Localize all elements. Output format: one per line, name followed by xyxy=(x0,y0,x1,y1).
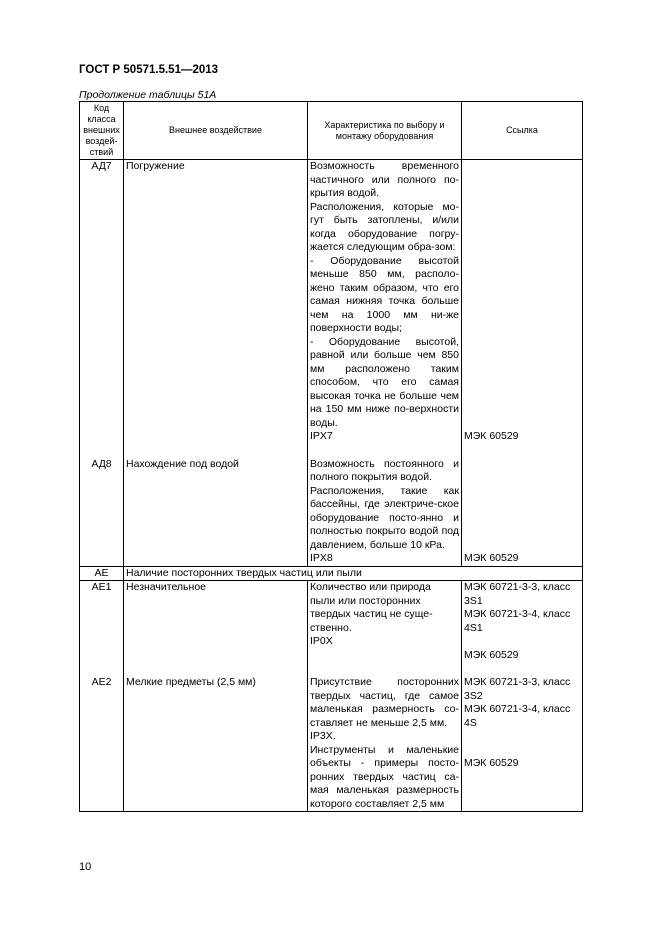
reference-spacer xyxy=(464,635,580,649)
influence-cell: Погружение xyxy=(124,160,308,444)
characteristics-text: IPX7 xyxy=(310,430,333,442)
reference-cell: МЭК 60529 xyxy=(462,160,583,444)
table-row xyxy=(80,444,583,567)
influence-cell: Незначительное xyxy=(124,581,308,663)
reference-text: МЭК 60721-3-4, класс 4S1 xyxy=(464,608,571,634)
reference-text: МЭК 60529 xyxy=(464,648,519,661)
section-title-cell: Наличие посторонних твердых частиц или пыли xyxy=(124,566,583,581)
reference-text: МЭК 60721-3-3, класс 3S2 xyxy=(464,676,571,702)
column-header-reference: Ссылка xyxy=(462,102,583,160)
characteristics-text: Возможность постоянного и полного покрытия водой. xyxy=(310,457,459,483)
characteristics-text: IPX8 xyxy=(310,552,333,564)
table-continuation-caption: Продолжение таблицы 51А xyxy=(79,89,217,101)
characteristics-text: Инструменты и маленькие объекты - примеры посто-ронних твердых частиц са-мая маленькая размерность которого составляет 2,5 мм xyxy=(310,743,459,810)
characteristics-text: IP0X xyxy=(310,635,333,647)
characteristics-text: Расположения, такие как бассейны, где электриче-ское оборудование посто-янно и полностью покрыто водой под давлением, больше 10 кРа. xyxy=(310,484,459,551)
table-header-row xyxy=(80,102,583,160)
reference-text: МЭК 60721-3-4, класс 4S xyxy=(464,703,571,729)
characteristics-text: Количество или природа пыли или посторонних твердых частиц не суще-ственно. xyxy=(310,581,433,634)
characteristics-text: - Оборудование высотой, равной или больше чем 850 мм расположено таким способом, что его самая высокая точка не больше чем на 150 мм ниже по-верхности воды. xyxy=(310,335,459,429)
table-51a xyxy=(79,101,583,812)
code-cell: АД8 xyxy=(80,444,124,567)
characteristics-text: Возможность временного частичного или полного по-крытия водой. xyxy=(310,160,459,199)
column-header-code: Код класса внешних воздей-ствий xyxy=(80,102,124,160)
reference-text: МЭК 60721-3-3, класс 3S1 xyxy=(464,581,571,607)
code-cell: АЕ1 xyxy=(80,581,124,663)
column-header-influence: Внешнее воздействие xyxy=(124,102,308,160)
reference-cell xyxy=(462,662,583,812)
document-id: ГОСТ Р 50571.5.51—2013 xyxy=(79,64,219,76)
code-cell: АД7 xyxy=(80,160,124,444)
column-header-characteristics: Характеристика по выбору и монтажу оборудования xyxy=(308,102,462,160)
characteristics-cell xyxy=(308,160,462,444)
characteristics-text: Расположения, которые мо-гут быть затоплены, и/или когда оборудование погру-жается следующим обра-зом: xyxy=(310,200,459,253)
characteristics-text: - Оборудование высотой меньше 850 мм, располо-жено таким образом, что его самая нижняя точка больше чем на 1000 мм ни-же поверхности воды; xyxy=(310,254,459,334)
reference-text: МЭК 60529 xyxy=(464,757,519,769)
characteristics-cell xyxy=(308,444,462,567)
code-cell: АЕ2 xyxy=(80,662,124,812)
table-row-section xyxy=(80,566,583,581)
reference-cell: МЭК 60529 xyxy=(462,444,583,567)
table-row xyxy=(80,581,583,663)
page-number: 10 xyxy=(79,861,92,873)
characteristics-text: IP3X. xyxy=(310,730,336,742)
reference-spacer xyxy=(464,730,580,757)
characteristics-text: Присутствие посторонних твердых частиц, где самое маленькая размерность со-ставляет не меньше 2,5 мм. xyxy=(310,676,459,729)
characteristics-cell xyxy=(308,662,462,812)
table-row xyxy=(80,662,583,812)
code-cell: АЕ xyxy=(80,566,124,581)
reference-cell xyxy=(462,581,583,663)
influence-cell: Нахождение под водой xyxy=(124,444,308,567)
characteristics-cell xyxy=(308,581,462,663)
table-row xyxy=(80,160,583,444)
influence-cell: Мелкие предметы (2,5 мм) xyxy=(124,662,308,812)
